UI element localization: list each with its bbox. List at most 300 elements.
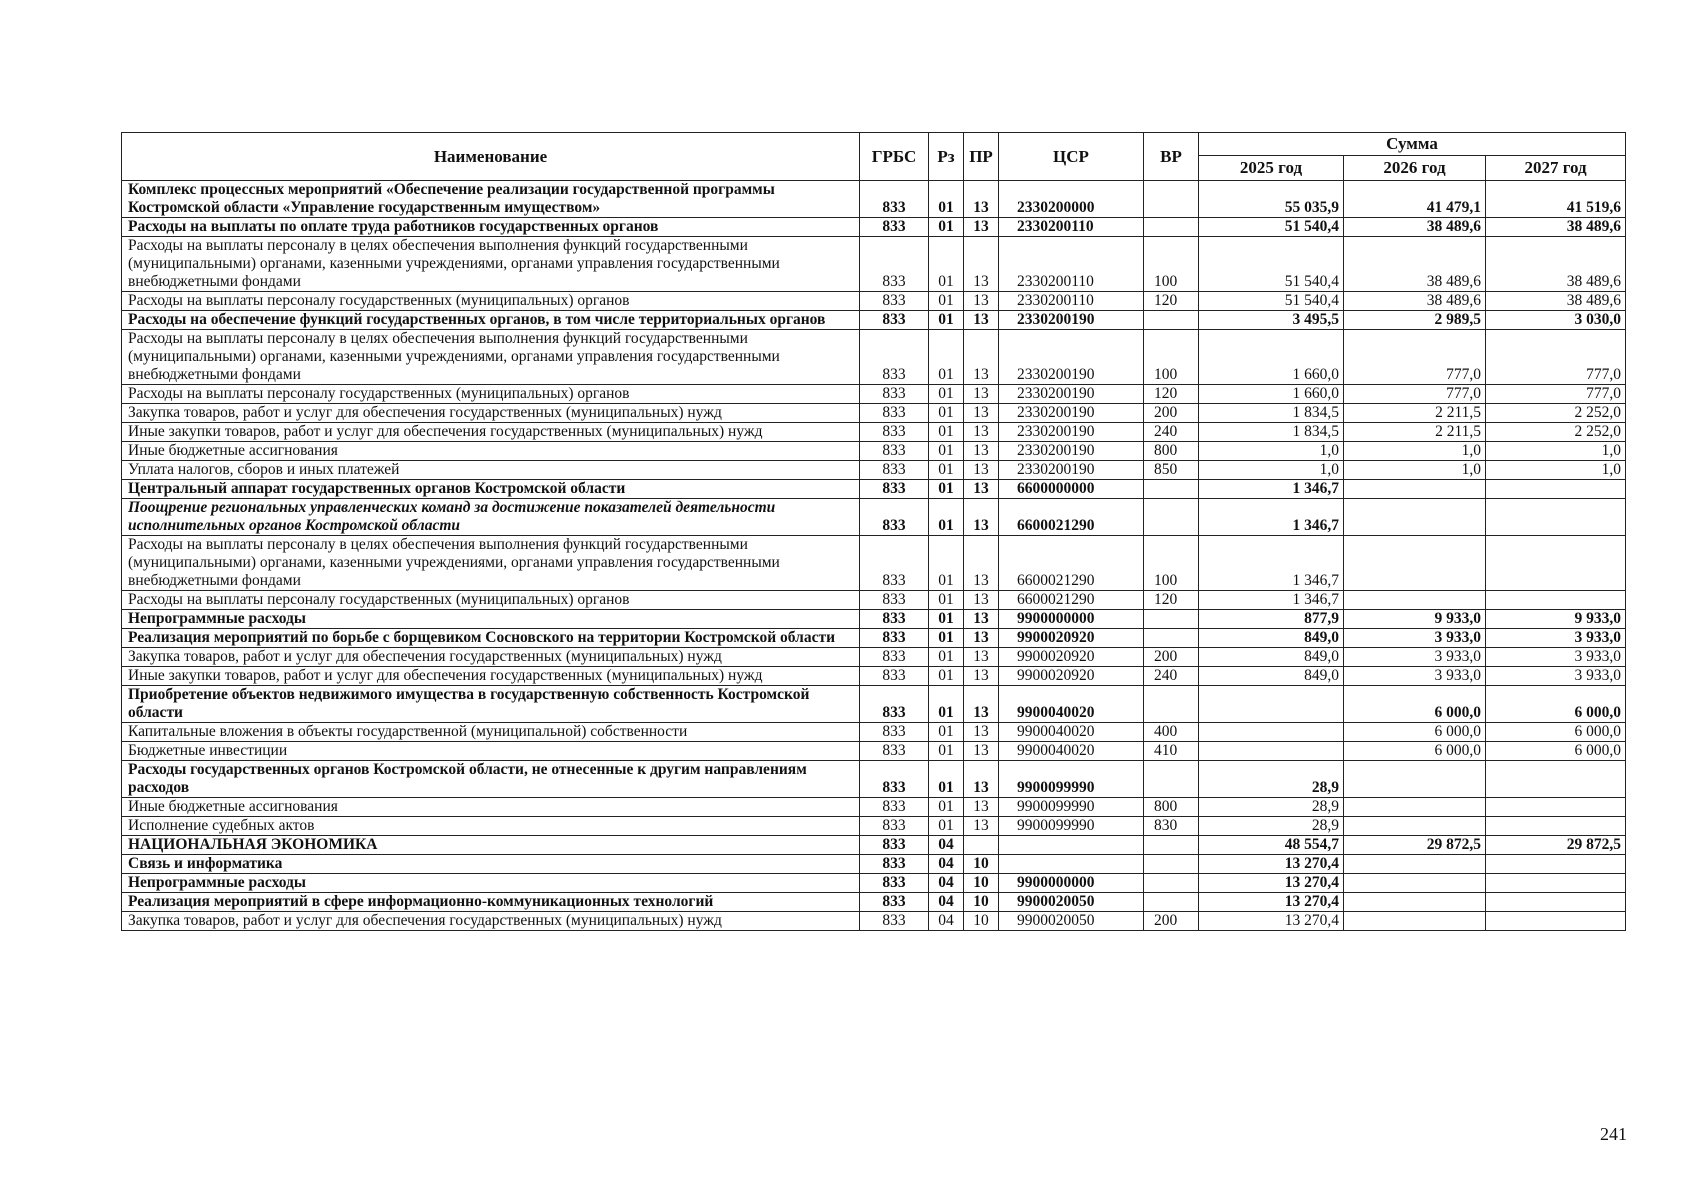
table-row (122, 723, 1626, 742)
cell-2027: 29 872,5 (1486, 836, 1626, 855)
cell-2027: 6 000,0 (1486, 742, 1626, 761)
cell-pr: 13 (964, 404, 999, 423)
cell-pr: 13 (964, 311, 999, 330)
cell-2027 (1486, 912, 1626, 931)
cell-vr (1144, 480, 1199, 499)
cell-rz: 01 (929, 610, 964, 629)
cell-rz: 01 (929, 330, 964, 385)
cell-vr: 240 (1144, 667, 1199, 686)
cell-pr: 13 (964, 798, 999, 817)
cell-2027: 9 933,0 (1486, 610, 1626, 629)
cell-name: Расходы на выплаты персоналу государственных (муниципальных) органов (122, 292, 860, 311)
table-row (122, 591, 1626, 610)
cell-grbs: 833 (860, 912, 929, 931)
cell-vr: 410 (1144, 742, 1199, 761)
cell-2025 (1199, 742, 1344, 761)
cell-2026: 2 211,5 (1344, 404, 1486, 423)
header-name: Наименование (122, 133, 860, 181)
header-2026: 2026 год (1344, 156, 1486, 181)
cell-name: Бюджетные инвестиции (122, 742, 860, 761)
cell-csr: 9900020050 (999, 912, 1144, 931)
cell-csr: 6600021290 (999, 591, 1144, 610)
cell-rz: 01 (929, 442, 964, 461)
table-row (122, 817, 1626, 836)
table-row (122, 499, 1626, 536)
cell-csr: 2330200110 (999, 218, 1144, 237)
cell-pr: 13 (964, 499, 999, 536)
cell-vr (1144, 629, 1199, 648)
cell-name: Связь и информатика (122, 855, 860, 874)
cell-2027 (1486, 798, 1626, 817)
cell-rz: 01 (929, 499, 964, 536)
table-row (122, 667, 1626, 686)
cell-vr (1144, 181, 1199, 218)
table-row (122, 311, 1626, 330)
cell-rz: 01 (929, 723, 964, 742)
cell-2025: 1 346,7 (1199, 480, 1344, 499)
cell-vr (1144, 499, 1199, 536)
table-row (122, 218, 1626, 237)
cell-2026: 777,0 (1344, 330, 1486, 385)
cell-name: Закупка товаров, работ и услуг для обеспечения государственных (муниципальных) нужд (122, 648, 860, 667)
cell-pr: 13 (964, 292, 999, 311)
header-pr: ПР (964, 133, 999, 181)
cell-2025: 1 834,5 (1199, 404, 1344, 423)
cell-pr: 13 (964, 686, 999, 723)
cell-pr (964, 836, 999, 855)
cell-name: Непрограммные расходы (122, 874, 860, 893)
cell-2027: 38 489,6 (1486, 218, 1626, 237)
cell-2025 (1199, 686, 1344, 723)
cell-grbs: 833 (860, 893, 929, 912)
cell-2027 (1486, 874, 1626, 893)
cell-csr: 9900099990 (999, 761, 1144, 798)
cell-csr: 2330200190 (999, 404, 1144, 423)
cell-name: Капитальные вложения в объекты государственной (муниципальной) собственности (122, 723, 860, 742)
cell-2025: 849,0 (1199, 648, 1344, 667)
cell-csr: 2330200110 (999, 237, 1144, 292)
cell-csr: 9900020920 (999, 667, 1144, 686)
cell-2026 (1344, 874, 1486, 893)
cell-2026: 3 933,0 (1344, 648, 1486, 667)
table-row (122, 893, 1626, 912)
cell-csr (999, 836, 1144, 855)
cell-2027: 1,0 (1486, 461, 1626, 480)
cell-vr: 200 (1144, 404, 1199, 423)
cell-vr: 800 (1144, 442, 1199, 461)
cell-2026 (1344, 761, 1486, 798)
cell-vr: 400 (1144, 723, 1199, 742)
header-2027: 2027 год (1486, 156, 1626, 181)
cell-csr: 2330200190 (999, 442, 1144, 461)
header-grbs: ГРБС (860, 133, 929, 181)
cell-rz: 01 (929, 686, 964, 723)
cell-name: Поощрение региональных управленческих команд за достижение показателей деятельности исполнительных органов Костромской области (122, 499, 860, 536)
table-row (122, 442, 1626, 461)
cell-rz: 01 (929, 742, 964, 761)
cell-rz: 04 (929, 836, 964, 855)
cell-vr (1144, 874, 1199, 893)
cell-2026 (1344, 591, 1486, 610)
table-row (122, 423, 1626, 442)
cell-2025: 13 270,4 (1199, 855, 1344, 874)
cell-name: Иные бюджетные ассигнования (122, 442, 860, 461)
cell-name: Приобретение объектов недвижимого имущества в государственную собственность Костромской области (122, 686, 860, 723)
cell-2025: 28,9 (1199, 798, 1344, 817)
cell-name: Иные закупки товаров, работ и услуг для обеспечения государственных (муниципальных) нужд (122, 423, 860, 442)
table-row (122, 181, 1626, 218)
cell-2025: 1 834,5 (1199, 423, 1344, 442)
cell-grbs: 833 (860, 817, 929, 836)
cell-pr: 13 (964, 667, 999, 686)
cell-2027 (1486, 499, 1626, 536)
cell-2027 (1486, 480, 1626, 499)
cell-2026: 1,0 (1344, 461, 1486, 480)
cell-grbs: 833 (860, 292, 929, 311)
cell-2026 (1344, 499, 1486, 536)
cell-pr: 13 (964, 629, 999, 648)
cell-2027: 38 489,6 (1486, 292, 1626, 311)
cell-vr (1144, 610, 1199, 629)
table-row (122, 874, 1626, 893)
cell-2027: 6 000,0 (1486, 723, 1626, 742)
cell-vr (1144, 218, 1199, 237)
cell-rz: 01 (929, 629, 964, 648)
cell-rz: 01 (929, 404, 964, 423)
cell-name: Иные закупки товаров, работ и услуг для обеспечения государственных (муниципальных) нужд (122, 667, 860, 686)
cell-grbs: 833 (860, 761, 929, 798)
cell-2026 (1344, 893, 1486, 912)
cell-rz: 01 (929, 181, 964, 218)
cell-grbs: 833 (860, 629, 929, 648)
cell-2026 (1344, 798, 1486, 817)
cell-csr: 9900020920 (999, 648, 1144, 667)
cell-rz: 04 (929, 893, 964, 912)
table-row (122, 836, 1626, 855)
cell-2025: 28,9 (1199, 761, 1344, 798)
cell-grbs: 833 (860, 404, 929, 423)
cell-2026 (1344, 817, 1486, 836)
cell-name: Уплата налогов, сборов и иных платежей (122, 461, 860, 480)
cell-2025: 1 346,7 (1199, 536, 1344, 591)
cell-2027 (1486, 817, 1626, 836)
cell-grbs: 833 (860, 237, 929, 292)
header-2025: 2025 год (1199, 156, 1344, 181)
header-csr: ЦСР (999, 133, 1144, 181)
cell-vr: 800 (1144, 798, 1199, 817)
table-row (122, 237, 1626, 292)
table-row (122, 385, 1626, 404)
cell-rz: 01 (929, 237, 964, 292)
cell-name: Расходы на обеспечение функций государственных органов, в том числе территориальных органов (122, 311, 860, 330)
cell-pr: 13 (964, 181, 999, 218)
cell-2026: 1,0 (1344, 442, 1486, 461)
cell-pr: 10 (964, 874, 999, 893)
cell-grbs: 833 (860, 536, 929, 591)
cell-2027: 777,0 (1486, 385, 1626, 404)
cell-2027: 41 519,6 (1486, 181, 1626, 218)
cell-grbs: 833 (860, 218, 929, 237)
cell-name: Центральный аппарат государственных органов Костромской области (122, 480, 860, 499)
cell-2027: 1,0 (1486, 442, 1626, 461)
page-number: 241 (1600, 1124, 1627, 1144)
cell-vr (1144, 893, 1199, 912)
cell-2027 (1486, 855, 1626, 874)
cell-pr: 10 (964, 893, 999, 912)
cell-pr: 13 (964, 385, 999, 404)
table-row (122, 648, 1626, 667)
cell-vr: 830 (1144, 817, 1199, 836)
cell-name: Реализация мероприятий в сфере информационно-коммуникационных технологий (122, 893, 860, 912)
cell-csr: 2330200110 (999, 292, 1144, 311)
cell-2026 (1344, 480, 1486, 499)
cell-grbs: 833 (860, 667, 929, 686)
cell-2026: 3 933,0 (1344, 629, 1486, 648)
cell-vr: 100 (1144, 237, 1199, 292)
table-row (122, 798, 1626, 817)
cell-pr: 13 (964, 480, 999, 499)
cell-vr: 240 (1144, 423, 1199, 442)
cell-2026: 38 489,6 (1344, 292, 1486, 311)
cell-csr: 9900099990 (999, 798, 1144, 817)
cell-2026: 41 479,1 (1344, 181, 1486, 218)
cell-pr: 13 (964, 648, 999, 667)
cell-pr: 13 (964, 218, 999, 237)
cell-vr: 100 (1144, 330, 1199, 385)
cell-name: Расходы на выплаты по оплате труда работников государственных органов (122, 218, 860, 237)
cell-grbs: 833 (860, 836, 929, 855)
cell-rz: 01 (929, 817, 964, 836)
cell-grbs: 833 (860, 686, 929, 723)
table-row (122, 330, 1626, 385)
table-row (122, 742, 1626, 761)
cell-name: Расходы на выплаты персоналу государственных (муниципальных) органов (122, 591, 860, 610)
cell-2027: 3 933,0 (1486, 667, 1626, 686)
cell-grbs: 833 (860, 181, 929, 218)
cell-2025: 13 270,4 (1199, 912, 1344, 931)
table-row (122, 480, 1626, 499)
cell-grbs: 833 (860, 591, 929, 610)
cell-name: Иные бюджетные ассигнования (122, 798, 860, 817)
cell-pr: 13 (964, 536, 999, 591)
cell-grbs: 833 (860, 648, 929, 667)
cell-csr: 6600021290 (999, 536, 1144, 591)
cell-vr: 120 (1144, 591, 1199, 610)
cell-2026 (1344, 536, 1486, 591)
cell-rz: 01 (929, 385, 964, 404)
cell-pr: 13 (964, 330, 999, 385)
cell-name: Исполнение судебных актов (122, 817, 860, 836)
cell-2025: 1 660,0 (1199, 385, 1344, 404)
cell-grbs: 833 (860, 330, 929, 385)
cell-grbs: 833 (860, 385, 929, 404)
table-row (122, 761, 1626, 798)
cell-rz: 01 (929, 648, 964, 667)
cell-name: Закупка товаров, работ и услуг для обеспечения государственных (муниципальных) нужд (122, 404, 860, 423)
cell-grbs: 833 (860, 480, 929, 499)
cell-2027: 2 252,0 (1486, 404, 1626, 423)
cell-rz: 01 (929, 761, 964, 798)
cell-rz: 01 (929, 311, 964, 330)
cell-2027 (1486, 591, 1626, 610)
cell-rz: 01 (929, 591, 964, 610)
cell-rz: 01 (929, 292, 964, 311)
cell-2027: 3 030,0 (1486, 311, 1626, 330)
cell-csr: 9900040020 (999, 742, 1144, 761)
cell-pr: 13 (964, 461, 999, 480)
cell-name: Расходы на выплаты персоналу в целях обеспечения выполнения функций государственными (муниципальными) органами, казенными учреждениями, органами управления государственными внебюджетными фондами (122, 237, 860, 292)
cell-2026: 777,0 (1344, 385, 1486, 404)
table-row (122, 461, 1626, 480)
cell-2025: 51 540,4 (1199, 218, 1344, 237)
cell-2025: 51 540,4 (1199, 237, 1344, 292)
cell-csr: 9900000000 (999, 610, 1144, 629)
cell-csr: 9900000000 (999, 874, 1144, 893)
cell-csr: 2330200190 (999, 330, 1144, 385)
cell-2026 (1344, 912, 1486, 931)
cell-grbs: 833 (860, 742, 929, 761)
cell-2026: 38 489,6 (1344, 237, 1486, 292)
cell-grbs: 833 (860, 311, 929, 330)
cell-2026: 38 489,6 (1344, 218, 1486, 237)
table-row (122, 686, 1626, 723)
cell-2027 (1486, 893, 1626, 912)
cell-name: Закупка товаров, работ и услуг для обеспечения государственных (муниципальных) нужд (122, 912, 860, 931)
cell-csr: 9900099990 (999, 817, 1144, 836)
table-row (122, 629, 1626, 648)
cell-2025: 849,0 (1199, 629, 1344, 648)
cell-2025: 51 540,4 (1199, 292, 1344, 311)
cell-pr: 13 (964, 761, 999, 798)
cell-rz: 01 (929, 218, 964, 237)
cell-name: Расходы на выплаты персоналу государственных (муниципальных) органов (122, 385, 860, 404)
cell-2027: 777,0 (1486, 330, 1626, 385)
cell-2026: 29 872,5 (1344, 836, 1486, 855)
cell-pr: 13 (964, 610, 999, 629)
cell-csr: 2330200190 (999, 385, 1144, 404)
cell-vr: 120 (1144, 385, 1199, 404)
cell-pr: 13 (964, 591, 999, 610)
cell-2025: 1 346,7 (1199, 499, 1344, 536)
cell-csr: 2330200000 (999, 181, 1144, 218)
table-row (122, 536, 1626, 591)
cell-grbs: 833 (860, 423, 929, 442)
cell-2025: 28,9 (1199, 817, 1344, 836)
cell-rz: 04 (929, 912, 964, 931)
table-row (122, 610, 1626, 629)
cell-2027: 2 252,0 (1486, 423, 1626, 442)
cell-vr: 100 (1144, 536, 1199, 591)
cell-grbs: 833 (860, 610, 929, 629)
cell-name: Расходы на выплаты персоналу в целях обеспечения выполнения функций государственными (муниципальными) органами, казенными учреждениями, органами управления государственными внебюджетными фондами (122, 330, 860, 385)
cell-pr: 13 (964, 817, 999, 836)
cell-2026: 2 211,5 (1344, 423, 1486, 442)
header-vr: ВР (1144, 133, 1199, 181)
cell-grbs: 833 (860, 442, 929, 461)
cell-grbs: 833 (860, 855, 929, 874)
cell-pr: 10 (964, 912, 999, 931)
cell-2025 (1199, 723, 1344, 742)
table-body (122, 181, 1626, 931)
cell-grbs: 833 (860, 499, 929, 536)
cell-csr: 6600021290 (999, 499, 1144, 536)
cell-name: НАЦИОНАЛЬНАЯ ЭКОНОМИКА (122, 836, 860, 855)
cell-2025: 1,0 (1199, 442, 1344, 461)
cell-vr (1144, 761, 1199, 798)
cell-csr: 9900040020 (999, 686, 1144, 723)
cell-name: Реализация мероприятий по борьбе с борщевиком Сосновского на территории Костромской области (122, 629, 860, 648)
budget-table (121, 132, 1626, 931)
cell-rz: 01 (929, 798, 964, 817)
cell-pr: 13 (964, 442, 999, 461)
cell-grbs: 833 (860, 798, 929, 817)
cell-grbs: 833 (860, 461, 929, 480)
cell-vr (1144, 836, 1199, 855)
cell-2026: 6 000,0 (1344, 723, 1486, 742)
cell-csr: 6600000000 (999, 480, 1144, 499)
cell-pr: 13 (964, 723, 999, 742)
cell-csr: 9900040020 (999, 723, 1144, 742)
cell-vr: 200 (1144, 912, 1199, 931)
cell-pr: 13 (964, 742, 999, 761)
cell-rz: 01 (929, 667, 964, 686)
cell-grbs: 833 (860, 723, 929, 742)
table-row (122, 855, 1626, 874)
cell-name: Комплекс процессных мероприятий «Обеспечение реализации государственной программы Костромской области «Управление государственным имуществом» (122, 181, 860, 218)
cell-2027: 38 489,6 (1486, 237, 1626, 292)
cell-2026: 6 000,0 (1344, 742, 1486, 761)
cell-2026: 2 989,5 (1344, 311, 1486, 330)
cell-2025: 13 270,4 (1199, 893, 1344, 912)
cell-grbs: 833 (860, 874, 929, 893)
cell-2027: 3 933,0 (1486, 629, 1626, 648)
cell-name: Расходы на выплаты персоналу в целях обеспечения выполнения функций государственными (муниципальными) органами, казенными учреждениями, органами управления государственными внебюджетными фондами (122, 536, 860, 591)
cell-2026: 3 933,0 (1344, 667, 1486, 686)
cell-2025: 849,0 (1199, 667, 1344, 686)
cell-2025: 3 495,5 (1199, 311, 1344, 330)
cell-rz: 01 (929, 423, 964, 442)
cell-2026: 9 933,0 (1344, 610, 1486, 629)
cell-2027 (1486, 536, 1626, 591)
table-row (122, 292, 1626, 311)
cell-2025: 1 660,0 (1199, 330, 1344, 385)
cell-pr: 13 (964, 423, 999, 442)
cell-vr: 200 (1144, 648, 1199, 667)
cell-vr (1144, 311, 1199, 330)
cell-csr: 9900020920 (999, 629, 1144, 648)
cell-2025: 55 035,9 (1199, 181, 1344, 218)
cell-pr: 10 (964, 855, 999, 874)
cell-2025: 13 270,4 (1199, 874, 1344, 893)
cell-2025: 48 554,7 (1199, 836, 1344, 855)
table-row (122, 404, 1626, 423)
cell-2026: 6 000,0 (1344, 686, 1486, 723)
cell-csr: 2330200190 (999, 423, 1144, 442)
header-sum: Сумма (1199, 133, 1626, 156)
cell-rz: 01 (929, 480, 964, 499)
cell-2025: 877,9 (1199, 610, 1344, 629)
cell-csr: 2330200190 (999, 461, 1144, 480)
cell-2027 (1486, 761, 1626, 798)
cell-csr: 2330200190 (999, 311, 1144, 330)
cell-2025: 1 346,7 (1199, 591, 1344, 610)
cell-rz: 01 (929, 461, 964, 480)
cell-csr (999, 855, 1144, 874)
header-rz: Рз (929, 133, 964, 181)
cell-pr: 13 (964, 237, 999, 292)
cell-vr (1144, 855, 1199, 874)
cell-2026 (1344, 855, 1486, 874)
